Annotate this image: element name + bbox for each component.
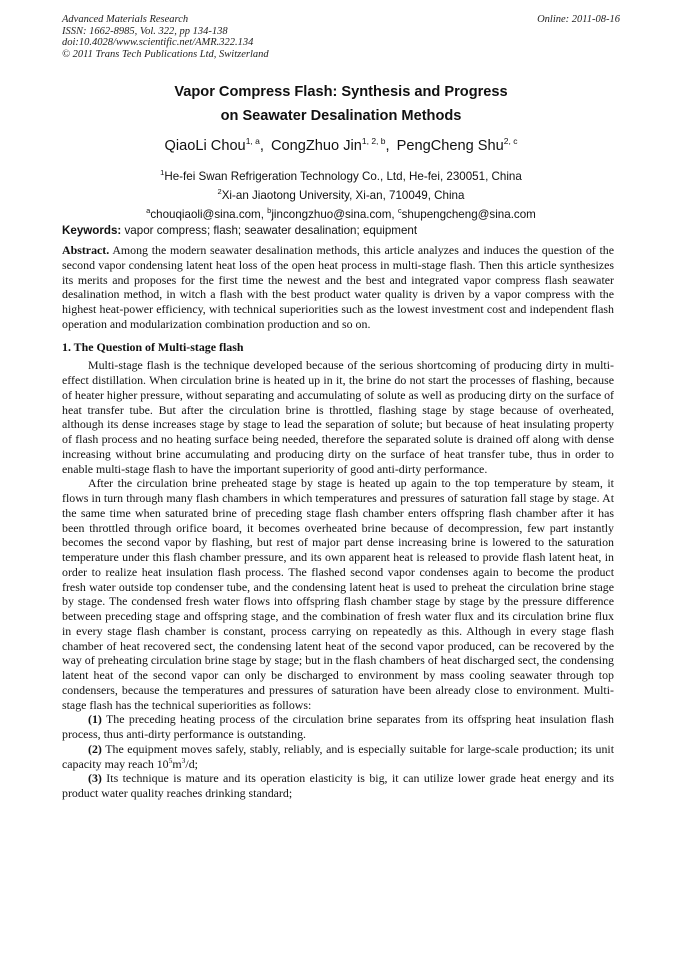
list-item-text: The preceding heating process of the circulation brine separates from its offspring heat insulation flash process, thus anti-dirty performance is outstanding. [62, 712, 614, 741]
keywords [62, 223, 620, 238]
email-superscript: c [397, 205, 402, 215]
doi-line: doi:10.4028/www.scientific.net/AMR.322.134 [62, 37, 254, 49]
email-address: chouqiaoli@sina.com, [150, 207, 268, 221]
affiliation-superscript: 2 [217, 186, 222, 196]
body-paragraph: After the circulation brine preheated stage by stage is heated up again to the top temperature by steam, it flows in turn through many flash chambers in which temperatures and pressures of saturation fall stage by stage. At the same time when saturated brine of preceding stage flash chamber enters offspring flash chamber after it has been throttled through orifice board, it becomes overheated brine because of decompression, few part instantly becomes the second vapor by flashing, but rest of major part dense increasing brine is lowered to the saturation temperature under this flash chamber pressure, and its own apparent heat is released to provide flash latent heat, in order to realize heat insulation flash process. The flashed second vapor condenses again to become the product fresh water outside top condenser tube, and the condensing latent heat is used to preheat the circulation brine stage by stage. The condensed fresh water flows into offspring flash chamber stage by stage by the pressure difference between preceding stage and offspring stage, and the combination of fresh water flux and its circulation brine flux in every stage flash chamber is constant, process carrying on repeatedly as this. Although in every stage flash chamber of heat recovered sect, the condensing latent heat of the second vapor produced, can be recovered by the way of preheating circulation brine stage by stage; but in the flash chambers of heat discharged sect, the condensing latent heat of the second vapor can only be discharged to environment by mass cooling seawater through top condensers, because the temperatures and pressures of saturation have been already close to environment. Multi-stage flash has the technical superiorities as follows: [62, 476, 614, 712]
body-paragraph: Multi-stage flash is the technique developed because of the serious shortcoming of producing dirty in multi-effect distillation. When circulation brine is heated up in it, the brine do not start the processes of flashing, because of heater higher pressure, without separating and accumulating of solute as well as producing dirty on the surface of heat transfer tube. But after the circulation brine is throttled, flashing stage by stage because of overheated, although its dense increases stage by stage to lead the separation of solute; but because of heat insulating property of flash process and no heating surface being needed, therefore the separated solute is drained off along with dense increasing without brine accumulating and producing dirty on the surface of heat transfer tube, thus in order to enable multi-stage flash to have the important superiority of good anti-dirty performance. [62, 358, 614, 476]
author-superscript: 1, a [245, 136, 260, 146]
affiliation-text: He-fei Swan Refrigeration Technology Co., Ltd, He-fei, 230051, China [164, 169, 522, 183]
affiliation-superscript: 1 [160, 168, 165, 177]
unit-text: m [172, 756, 182, 771]
author-superscript: 1, 2, b [361, 136, 386, 146]
title-line-2: on Seawater Desalination Methods [220, 108, 462, 124]
author-name: QiaoLi Chou [164, 137, 246, 154]
copyright-line: © 2011 Trans Tech Publications Ltd, Switzerland [62, 48, 269, 60]
keywords-text: vapor compress; flash; seawater desalination; equipment [121, 224, 418, 237]
email-superscript: a [146, 205, 151, 215]
exponent: 5 [168, 755, 173, 765]
affiliation-2 [62, 184, 620, 203]
email-superscript: b [267, 205, 272, 215]
list-item-number: (3) [88, 771, 102, 786]
list-item-number: (1) [88, 712, 102, 727]
journal-name: Advanced Materials Research [62, 14, 189, 25]
paper-title [62, 80, 620, 128]
abstract-label: Abstract. [62, 243, 110, 257]
abstract-text: Among the modern seawater desalination methods, this article analyzes and induces the question of the second vapor condensing latent heat loss of the open heat process in multi-stage flash. Then this article synthesizes its merits and proposes for the first time the newest and the best and integrated vapor compress flash seawater desalination method, in witch a flash with the best product water quality is driven by a vapor compress with the highest heat-power efficiency, with technical superiorities such as the lowest investment cost and independent flash operation and modularization combination production and so on. [62, 243, 614, 331]
journal-header [62, 14, 620, 60]
author-name: CongZhuo Jin [271, 137, 362, 154]
section-heading: 1. The Question of Multi-stage flash [62, 339, 244, 354]
affiliations [62, 165, 620, 222]
list-item-number: (2) [88, 741, 102, 756]
email-address: shupengcheng@sina.com [401, 207, 536, 221]
list-item [62, 742, 614, 772]
author-superscript: 2, c [503, 136, 518, 146]
abstract [62, 243, 614, 332]
author-list: QiaoLi Chou$^{1, a}$, CongZhuo Jin$^{1, 2, b}$, PengCheng Shu$^{2, c}$ [164, 136, 518, 154]
email-address: jincongzhuo@sina.com, [271, 207, 398, 221]
title-line-1: Vapor Compress Flash: Synthesis and Progress [174, 84, 508, 100]
list-item [62, 712, 614, 742]
affiliation-text: Xi-an Jiaotong University, Xi-an, 710049, China [221, 188, 465, 202]
list-item-text: The equipment moves safely, stably, reliably, and is especially suitable for large-scale production; its unit capacity may reach 10 [62, 741, 614, 771]
exponent: 3 [181, 755, 186, 765]
keywords-label: Keywords: [62, 224, 122, 237]
paper-body [62, 243, 614, 801]
email-line [62, 203, 620, 222]
online-date: Online: 2011-08-16 [537, 14, 620, 25]
issn-line: ISSN: 1662-8985, Vol. 322, pp 134-138 [62, 25, 228, 37]
list-item-text: Its technique is mature and its operation elasticity is big, it can utilize lower grade heat energy and its product water quality reaches drinking standard; [62, 771, 614, 800]
unit-text: /d; [185, 756, 198, 771]
affiliation-1 [62, 165, 620, 184]
list-item [62, 771, 614, 801]
author-name: PengCheng Shu [396, 137, 504, 154]
